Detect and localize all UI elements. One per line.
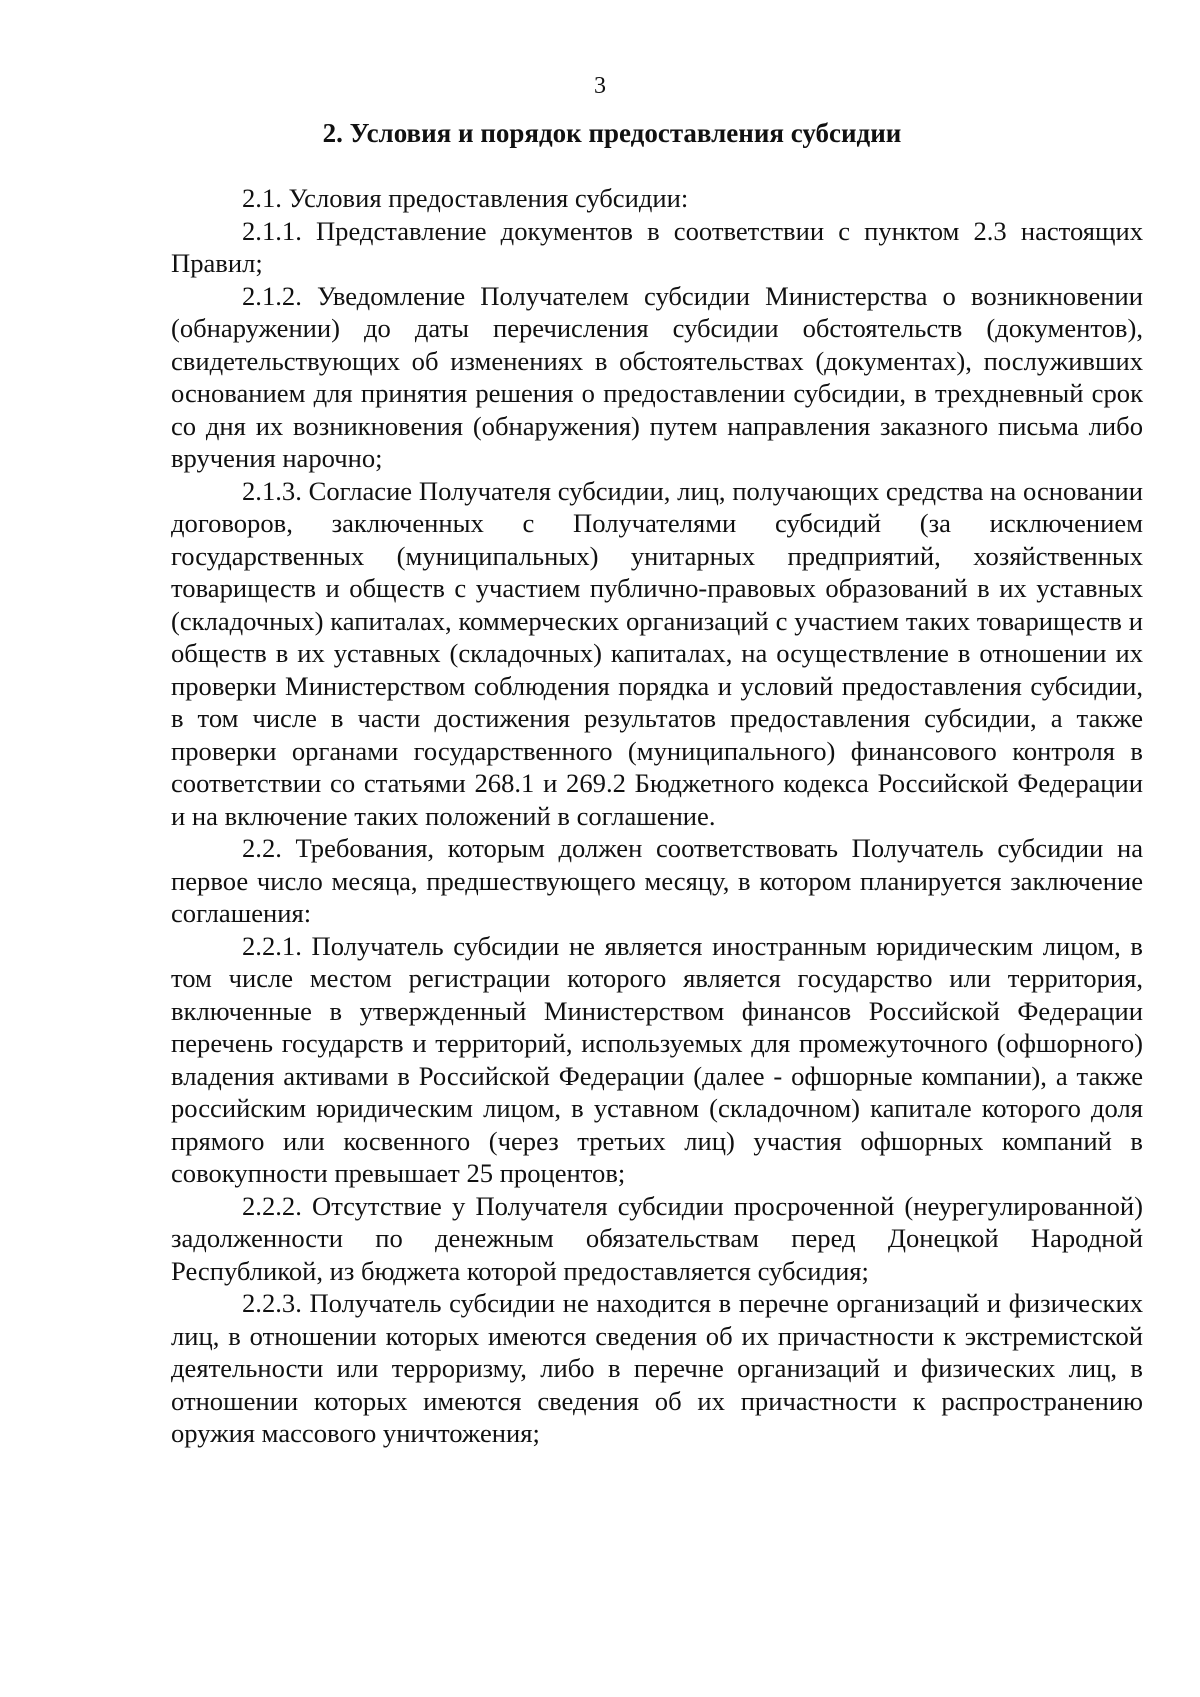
paragraph-2-1-2: 2.1.2. Уведомление Получателем субсидии Министерства о возникновении (обнаружении) до даты перечисления субсидии обстоятельств (документов), свидетельствующих об изменениях в обстоятельствах (документах), послуживших основанием для принятия решения о предоставлении субсидии, в трехдневный срок со дня их возникновения (обнаружения) путем направления заказного письма либо вручения нарочно; — [171, 280, 1143, 473]
section-title: 2. Условия и порядок предоставления субсидии — [322, 118, 902, 148]
paragraph-2-1: 2.1. Условия предоставления субсидии: — [242, 183, 689, 213]
page-number: 3 — [594, 73, 606, 99]
paragraph-2-1-3: 2.1.3. Согласие Получателя субсидии, лиц, получающих средства на основании договоров, заключенных с Получателями субсидий (за исключением государственных (муниципальных) унитарных предприятий, хозяйственных товариществ и обществ с участием публично-правовых образований в их уставных (складочных) капиталах, коммерческих организаций с участием таких товариществ и обществ в их уставных (складочных) капиталах, на осуществление в отношении их проверки Министерством соблюдения порядка и условий предоставления субсидии, в том числе в части достижения результатов предоставления субсидии, а также проверки органами государственного (муниципального) финансового контроля в соответствии со статьями 268.1 и 269.2 Бюджетного кодекса Российской Федерации и на включение таких положений в соглашение. — [171, 475, 1143, 831]
paragraph-2-1-1: 2.1.1. Представление документов в соответствии с пунктом 2.3 настоящих Правил; — [171, 215, 1143, 278]
paragraph-2-2-2: 2.2.2. Отсутствие у Получателя субсидии просроченной (неурегулированной) задолженности по денежным обязательствам перед Донецкой Народной Республикой, из бюджета которой предоставляется субсидия; — [171, 1190, 1143, 1286]
paragraph-2-2: 2.2. Требования, которым должен соответствовать Получатель субсидии на первое число месяца, предшествующего месяцу, в котором планируется заключение соглашения: — [171, 833, 1143, 928]
paragraph-2-2-3: 2.2.3. Получатель субсидии не находится в перечне организаций и физических лиц, в отношении которых имеются сведения об их причастности к экстремистской деятельности или терроризму, либо в перечне организаций и физических лиц, в отношении которых имеются сведения об их причастности к распространению оружия массового уничтожения; — [171, 1288, 1143, 1448]
paragraph-2-2-1: 2.2.1. Получатель субсидии не является иностранным юридическим лицом, в том числе местом регистрации которого является государство или территория, включенные в утвержденный Министерством финансов Российской Федерации перечень государств и территорий, используемых для промежуточного (офшорного) владения активами в Российской Федерации (далее - офшорные компании), а также российским юридическим лицом, в уставном (складочном) капитале которого доля прямого или косвенного (через третьих лиц) участия офшорных компаний в совокупности превышает 25 процентов; — [171, 930, 1143, 1188]
document-body — [171, 182, 1143, 1450]
